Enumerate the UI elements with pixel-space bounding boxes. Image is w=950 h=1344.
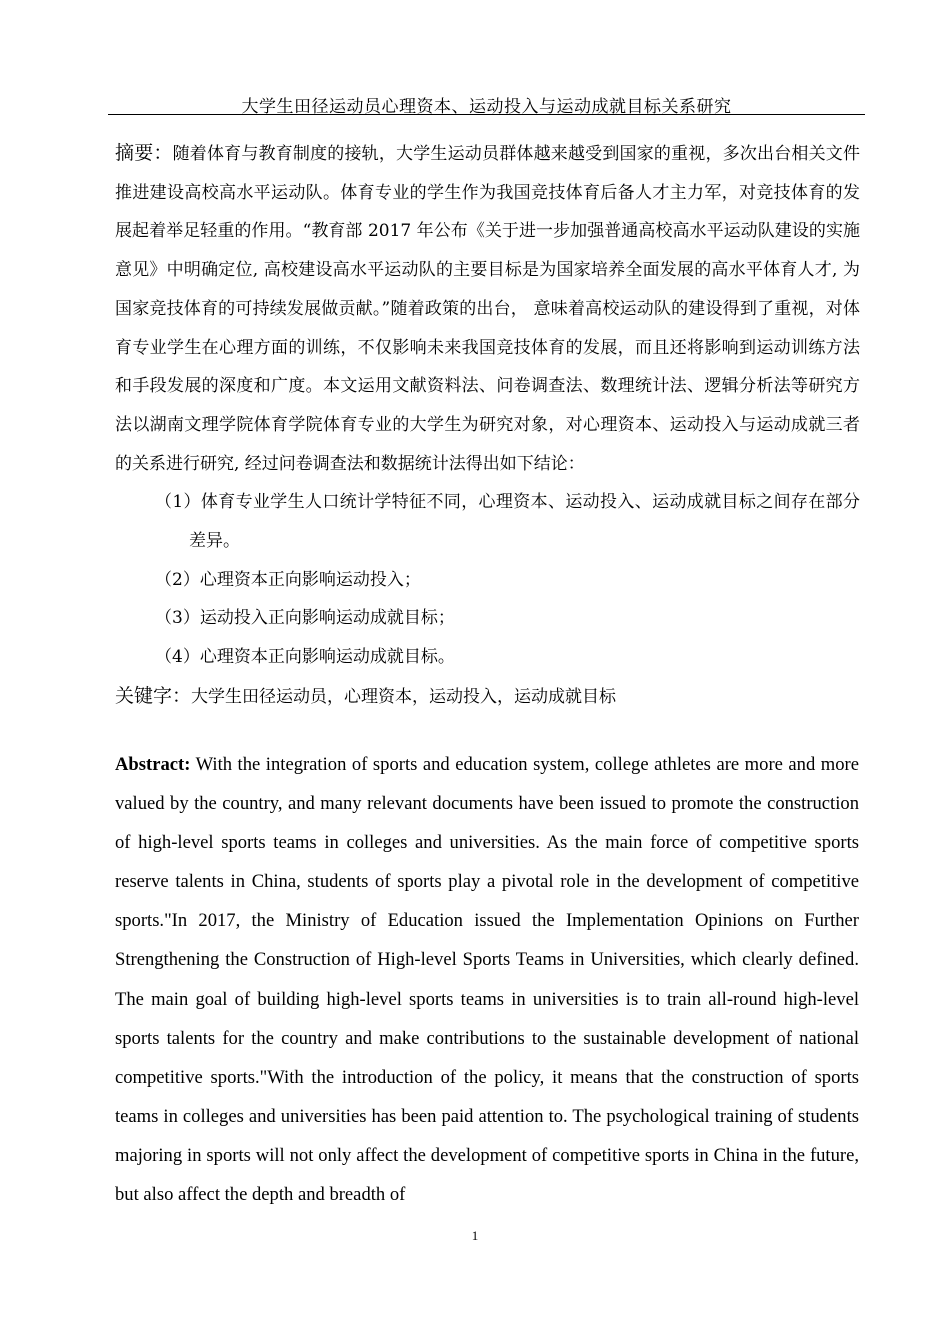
chinese-abstract-section — [115, 134, 860, 717]
chinese-abstract-text: 随着体育与教育制度的接轨，大学生运动员群体越来越受到国家的重视，多次出台相关文件推进建设高校高水平运动队。体育专业的学生作为我国竞技体育后备人才主力军，对竞技体育的发展起着举足轻重的作用。“教育部 2017 年公布《关于进一步加强普通高校高水平运动队建设的实施意见》中明确定位, 高校建设高水平运动队的主要目标是为国家培养全面发展的高水平体育人才, 为国家竞技体育的可持续发展做贡献。”随着政策的出台， 意味着高校运动队的建设得到了重视，对体育专业学生在心理方面的训练，不仅影响未来我国竞技体育的发展，而且还将影响到运动训练方法和手段发展的深度和广度。本文运用文献资料法、问卷调查法、数理统计法、逻辑分析法等研究方法以湖南文理学院体育学院体育专业的大学生为研究对象，对心理资本、运动投入与运动成就三者的关系进行研究, 经过问卷调查法和数据统计法得出如下结论： — [115, 144, 860, 474]
conclusion-item: （4）心理资本正向影响运动成就目标。 — [155, 647, 455, 668]
header-divider — [108, 114, 865, 115]
chinese-keywords-text: 大学生田径运动员，心理资本，运动投入，运动成就目标 — [191, 686, 617, 707]
english-abstract-label: Abstract: — [115, 754, 191, 775]
conclusion-item: （1）体育专业学生人口统计学特征不同，心理资本、运动投入、运动成就目标之间存在部分差异。 — [155, 492, 860, 552]
conclusion-list — [115, 483, 860, 677]
running-header-title: 大学生田径运动员心理资本、运动投入与运动成就目标关系研究 — [241, 97, 732, 117]
chinese-keywords-line — [115, 677, 860, 717]
conclusion-item: （3）运动投入正向影响运动成就目标； — [155, 608, 455, 629]
chinese-abstract-paragraph — [115, 134, 860, 483]
chinese-abstract-label: 摘要： — [115, 142, 173, 164]
conclusion-item: （2）心理资本正向影响运动投入； — [155, 569, 421, 590]
english-abstract-text: With the integration of sports and education system, college athletes are more and more valued by the country, and many relevant documents have been issued to promote the construction of high-level sports teams in colleges and universities. As the main force of competitive sports reserve talents in China, students of sports play a pivotal role in the development of competitive sports."In 2017, the Ministry of Education issued the Implementation Opinions on Further Strengthening the Construction of High-level Sports Teams in Universities, which clearly defined. The main goal of building high-level sports teams in universities is to train all-round high-level sports talents for the country and make contributions to the sustainable development of national competitive sports."With the introduction of the policy, it means that the construction of sports teams in colleges and universities has been paid attention to. The psychological training of students majoring in sports will not only affect the development of competitive sports in China in the future, but also affect the depth and breadth of — [115, 754, 860, 1206]
page-number: 1 — [471, 1228, 479, 1243]
english-abstract-section — [115, 745, 859, 1214]
chinese-keywords-label: 关键字： — [115, 684, 192, 707]
